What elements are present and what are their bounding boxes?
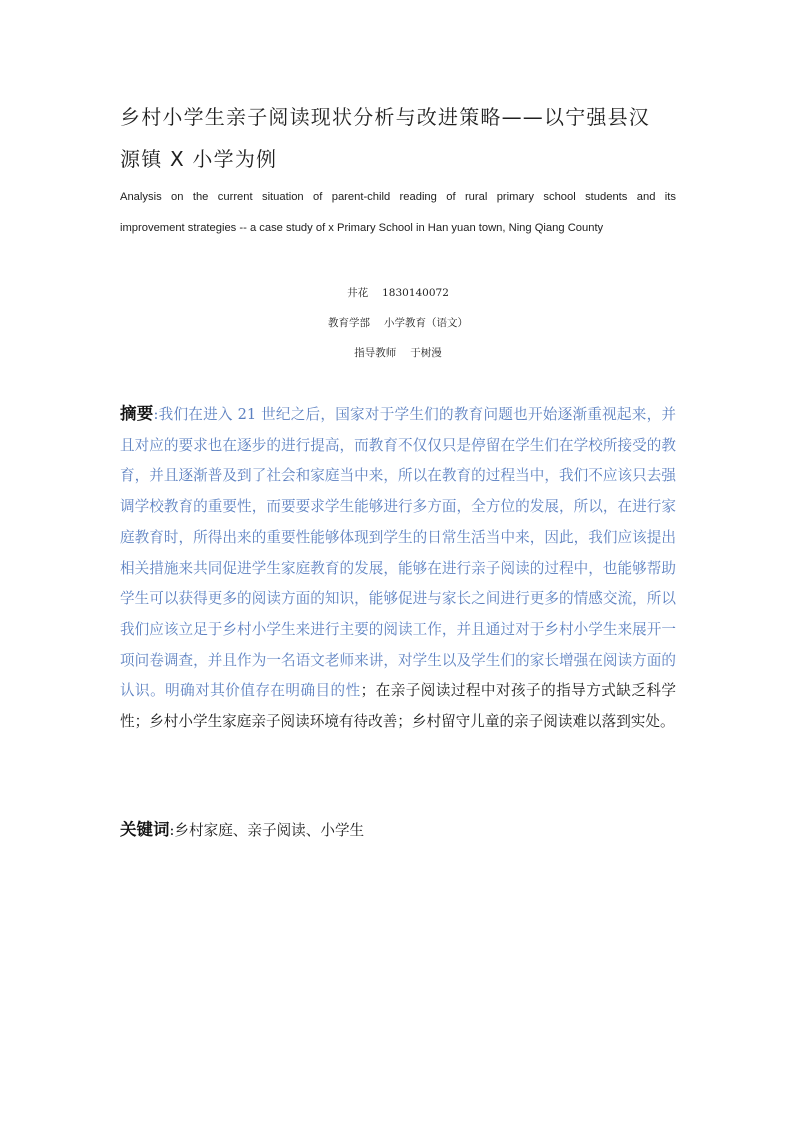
keywords-colon: : bbox=[169, 822, 175, 839]
keywords-label: 关键词 bbox=[120, 820, 170, 839]
abstract-text-highlighted: 我们在进入 21 世纪之后，国家对于学生们的教育问题也开始逐渐重视起来，并且对应的要求也在逐步的进行提高，而教育不仅仅只是停留在学生们在学校所接受的教育，并且逐渐普及到了社会和家庭当中来，所以在教育的过程当中，我们不应该只去强调学校教育的重要性，而要要求学生能够进行多方面，全方位的发展，所以，在进行家庭教育时，所得出来的重要性能够体现到学生的日常生活当中来，因此，我们应该提出相关措施来共同促进学生家庭教育的发展，能够在进行亲子阅读的过程中，也能够帮助学生可以获得更多的阅读方面的知识，能够促进与家长之间进行更多的情感交流，所以我们应该立足于乡村小学生来进行主要的阅读工作，并且通过对于乡村小学生来展开一项问卷调查，并且作为一名语文老师来讲，对学生以及学生们的家长增强在阅读方面的认识。明确对其价值存在明确目的性 bbox=[120, 406, 676, 700]
student-id: 1830140072 bbox=[382, 287, 449, 299]
advisor-label: 指导教师 bbox=[354, 347, 397, 359]
keywords-text: 乡村家庭、亲子阅读、小学生 bbox=[174, 822, 365, 839]
title-line-2: 源镇 X 小学为例 bbox=[120, 147, 278, 171]
english-title-line-1: Analysis on the current situation of parent-child reading of rural primary school students and its bbox=[120, 191, 676, 203]
abstract-paragraph bbox=[120, 399, 676, 738]
english-title bbox=[120, 182, 676, 244]
abstract-colon: : bbox=[153, 406, 159, 423]
english-title-line-2: improvement strategies -- a case study of x Primary School in Han yuan town, Ning Qiang County bbox=[120, 222, 604, 234]
author-line bbox=[120, 285, 676, 300]
chinese-title bbox=[120, 96, 676, 180]
abstract-text-plain: ；在亲子阅读过程中对孩子的指导方式缺乏科学性；乡村小学生家庭亲子阅读环境有待改善；乡村留守儿童的亲子阅读难以落到实处。 bbox=[120, 682, 676, 731]
school-name: 教育学部 bbox=[328, 317, 370, 329]
advisor-name: 于树漫 bbox=[410, 347, 442, 359]
department-line bbox=[120, 315, 676, 330]
advisor-line bbox=[120, 345, 676, 360]
major-name: 小学教育（语文） bbox=[384, 317, 468, 329]
title-line-1: 乡村小学生亲子阅读现状分析与改进策略——以宁强县汉 bbox=[120, 105, 650, 129]
abstract-label: 摘要 bbox=[120, 404, 154, 423]
keywords-line bbox=[120, 816, 676, 845]
author-name: 井花 bbox=[347, 287, 369, 299]
